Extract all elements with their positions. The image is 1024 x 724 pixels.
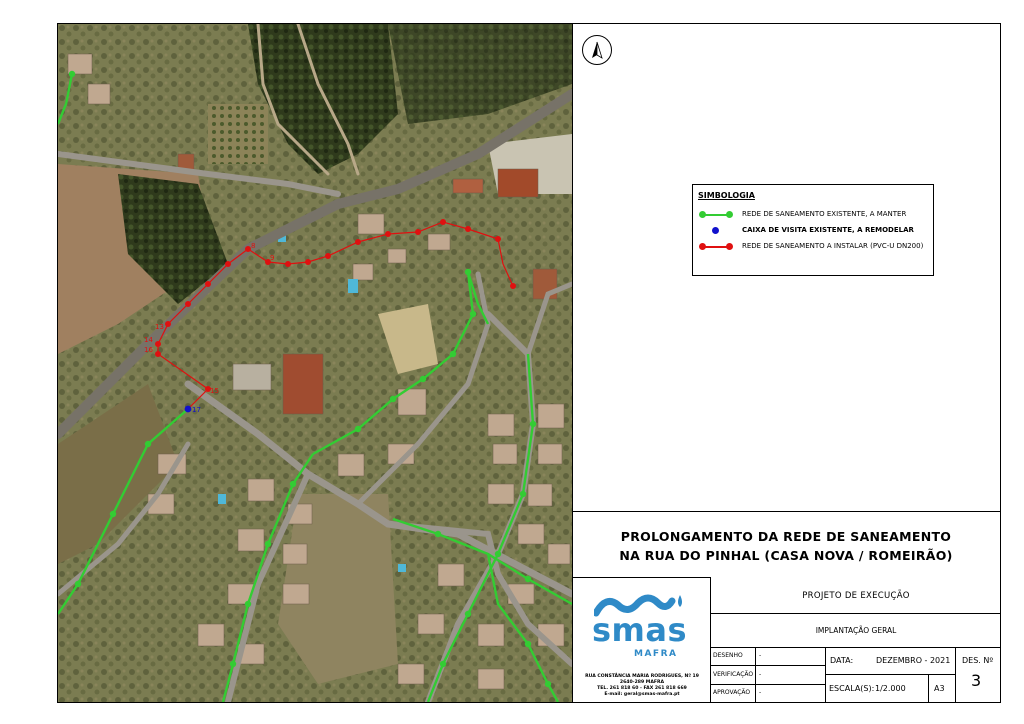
divider	[825, 647, 826, 702]
des-label: DES. Nº	[962, 656, 994, 665]
legend-label: CAIXA DE VISITA EXISTENTE, A REMODELAR	[742, 226, 914, 234]
divider	[955, 647, 956, 702]
address-line: E-mail: geral@smas-mafra.pt	[604, 692, 680, 697]
smas-logo	[572, 577, 711, 702]
escala-label: ESCALA(S):	[829, 684, 875, 693]
manhole-label-14: 14	[144, 336, 153, 344]
manhole-label-8: 8	[251, 242, 256, 250]
legend-item-new-network	[701, 241, 931, 253]
drawing-name: IMPLANTAÇÃO GERAL	[815, 626, 897, 635]
title-line-1: PROLONGAMENTO DA REDE DE SANEAMENTO	[620, 529, 952, 544]
logo-text: smas	[592, 611, 688, 649]
existing-manhole-17	[185, 406, 192, 413]
divider	[711, 665, 825, 666]
divider	[825, 674, 955, 675]
legend	[692, 184, 934, 276]
manhole-label-9: 9	[270, 254, 275, 262]
green-dot-icon	[726, 211, 733, 218]
desenho-label: DESENHO	[713, 652, 743, 659]
legend-label: REDE DE SANEAMENTO A INSTALAR (PVC-U DN200)	[742, 242, 924, 250]
data-value: DEZEMBRO - 2021	[876, 656, 951, 665]
address-line: 2640-289 MAFRA	[619, 680, 665, 685]
manhole-label-17: 17	[192, 406, 201, 414]
red-dot-icon	[699, 243, 706, 250]
aerial-map[interactable]	[58, 24, 572, 702]
manhole-label-15: 15	[210, 387, 219, 395]
logo-subtitle: MAFRA	[634, 649, 678, 659]
manhole-label-13: 13	[155, 323, 164, 331]
legend-label: REDE DE SANEAMENTO EXISTENTE, A MANTER	[742, 210, 907, 218]
title-line-2: NA RUA DO PINHAL (CASA NOVA / ROMEIRÃO)	[619, 548, 953, 563]
verificacao-label: VERIFICAÇÃO	[713, 671, 754, 678]
address-line: TEL. 261 818 60 - FAX 261 818 669	[597, 686, 687, 691]
logo-address	[578, 674, 706, 698]
divider	[711, 613, 1001, 614]
blue-dot-icon	[712, 227, 719, 234]
escala-value: 1/2.000	[875, 684, 906, 693]
verificacao-value: -	[759, 671, 762, 678]
des-number: 3	[971, 671, 982, 690]
desenho-value: -	[759, 652, 762, 659]
legend-title: SIMBOLOGIA	[698, 191, 755, 200]
legend-item-manhole	[701, 225, 931, 237]
red-dot-icon	[726, 243, 733, 250]
legend-item-existing-network	[701, 209, 931, 221]
green-dot-icon	[699, 211, 706, 218]
north-arrow-icon	[582, 35, 612, 65]
project-phase: PROJETO DE EXECUÇÃO	[802, 591, 910, 601]
title-block	[572, 511, 1000, 578]
address-line: RUA CONSTÂNCIA MARIA RODRIGUES, Nº 19	[585, 674, 699, 679]
divider	[755, 647, 756, 702]
manhole-label-16: 16	[144, 346, 153, 354]
drawing-title	[572, 527, 1000, 565]
aprovacao-value: -	[759, 689, 762, 696]
divider	[928, 674, 929, 702]
aprovacao-label: APROVAÇÃO	[713, 689, 751, 696]
sheet-format: A3	[934, 684, 945, 693]
divider	[711, 684, 825, 685]
data-label: DATA:	[830, 656, 854, 665]
